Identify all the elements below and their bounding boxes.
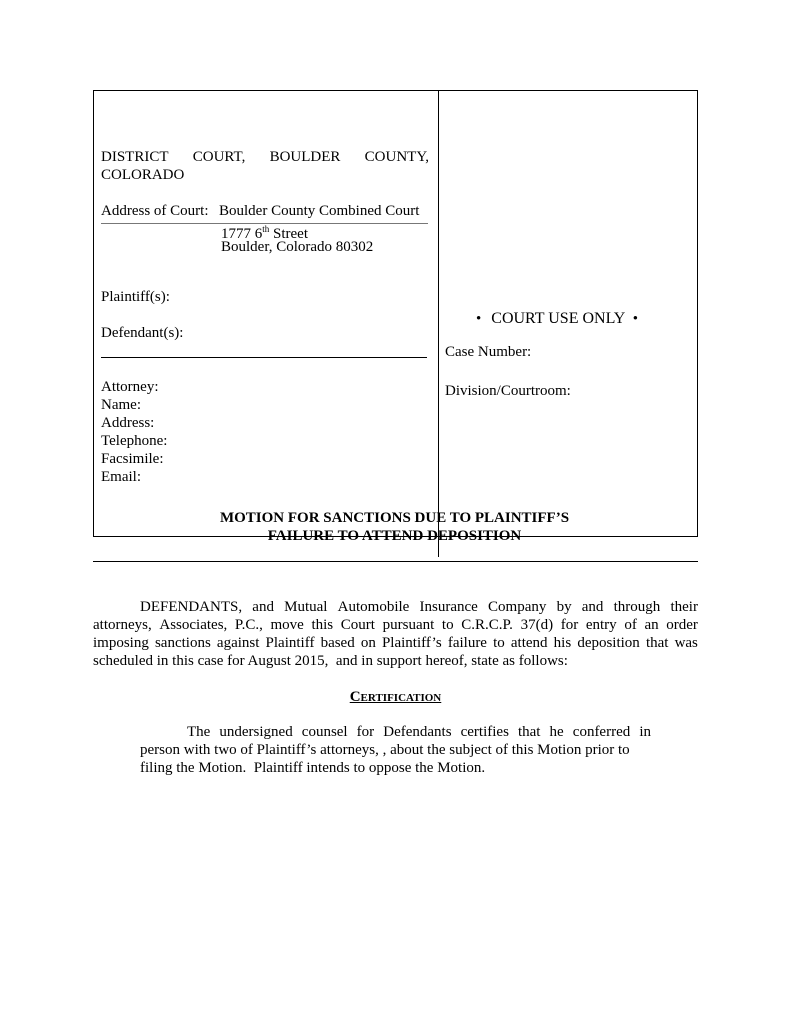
- word: failure: [447, 635, 487, 651]
- word: for: [356, 724, 375, 740]
- word: conferred: [572, 724, 631, 740]
- word: certifies: [460, 724, 509, 740]
- word: C.R.C.P.: [461, 617, 513, 633]
- word: Defendants: [383, 724, 452, 740]
- address-field-label: Address:: [101, 415, 155, 431]
- cert-line2: person with two of Plaintiff’s attorneys, , about the subject of this Motion prior to: [140, 742, 630, 758]
- address-line1: Boulder County Combined Court: [219, 203, 420, 219]
- word: Mutual: [284, 599, 328, 615]
- ordinal-suffix: th: [262, 224, 270, 234]
- word: and: [252, 599, 274, 615]
- email-label: Email:: [101, 469, 141, 485]
- word: was: [674, 635, 698, 651]
- word: imposing: [93, 635, 149, 651]
- attorney-label: Attorney:: [101, 379, 159, 395]
- word: entry: [585, 617, 617, 633]
- motion-title-line2: FAILURE TO ATTEND DEPOSITION: [267, 528, 522, 544]
- defendant-label: Defendant(s):: [101, 325, 184, 341]
- court-word: DISTRICT: [101, 149, 169, 165]
- bullet-right: •: [632, 311, 638, 327]
- court-use-only-label: COURT USE ONLY: [491, 310, 625, 327]
- word: Associates,: [159, 617, 228, 633]
- case-number-label: Case Number:: [445, 344, 532, 360]
- word: P.C.,: [234, 617, 263, 633]
- street-number: 1777 6: [221, 226, 263, 242]
- word: an: [644, 617, 659, 633]
- plaintiff-label: Plaintiff(s):: [101, 289, 170, 305]
- word: move: [270, 617, 304, 633]
- word: Company: [488, 599, 547, 615]
- word: deposition: [577, 635, 640, 651]
- word: to: [441, 617, 454, 633]
- word: attend: [510, 635, 548, 651]
- word: and: [581, 599, 604, 615]
- word: against: [216, 635, 260, 651]
- para1-line3: [93, 634, 698, 652]
- address-label: Address of Court:: [101, 203, 209, 219]
- court-word: COURT,: [192, 149, 246, 165]
- word: Insurance: [419, 599, 478, 615]
- word: undersigned: [219, 724, 293, 740]
- cert-line1: [187, 723, 651, 741]
- word: based: [320, 635, 355, 651]
- court-name-line1: [101, 148, 429, 166]
- word: his: [553, 635, 572, 651]
- para1-line1: [140, 598, 698, 616]
- caption-divider: [438, 90, 439, 557]
- bullet-left: •: [476, 311, 482, 327]
- court-name-line2: COLORADO: [101, 167, 185, 183]
- word: that: [645, 635, 669, 651]
- name-label: Name:: [101, 397, 141, 413]
- para1-line2: [93, 616, 698, 634]
- word: DEFENDANTS,: [140, 599, 243, 615]
- cert-line3: filing the Motion. Plaintiff intends to oppose the Motion.: [140, 760, 486, 776]
- word: by: [556, 599, 572, 615]
- parties-rule: [101, 357, 427, 358]
- motion-title-line1: MOTION FOR SANCTIONS DUE TO PLAINTIFF’S: [219, 510, 570, 526]
- word: Plaintiff: [265, 635, 315, 651]
- word: pursuant: [382, 617, 435, 633]
- telephone-label: Telephone:: [101, 433, 168, 449]
- word: counsel: [301, 724, 348, 740]
- word: sanctions: [154, 635, 211, 651]
- word: attorneys,: [93, 617, 152, 633]
- word: he: [549, 724, 564, 740]
- word: 37(d): [520, 617, 554, 633]
- street-name: Street: [269, 226, 309, 242]
- facsimile-label: Facsimile:: [101, 451, 164, 467]
- word: Court: [340, 617, 375, 633]
- court-word: BOULDER: [269, 149, 341, 165]
- court-use-only: [476, 310, 638, 328]
- word: to: [493, 635, 505, 651]
- word: in: [639, 724, 651, 740]
- word: Plaintiff’s: [381, 635, 442, 651]
- word: The: [187, 724, 211, 740]
- word: this: [311, 617, 334, 633]
- word: for: [560, 617, 579, 633]
- word: of: [624, 617, 637, 633]
- word: on: [360, 635, 376, 651]
- word: Automobile: [337, 599, 410, 615]
- word: through: [613, 599, 661, 615]
- division-label: Division/Courtroom:: [445, 383, 571, 399]
- court-word: COUNTY,: [364, 149, 429, 165]
- certification-heading: Certification: [349, 689, 442, 705]
- para1-line4: scheduled in this case for August 2015, and in support hereof, state as follows:: [93, 653, 568, 669]
- title-rule: [93, 561, 698, 562]
- word: that: [517, 724, 541, 740]
- address-line3: Boulder, Colorado 80302: [221, 239, 374, 255]
- word: order: [666, 617, 698, 633]
- word: their: [670, 599, 698, 615]
